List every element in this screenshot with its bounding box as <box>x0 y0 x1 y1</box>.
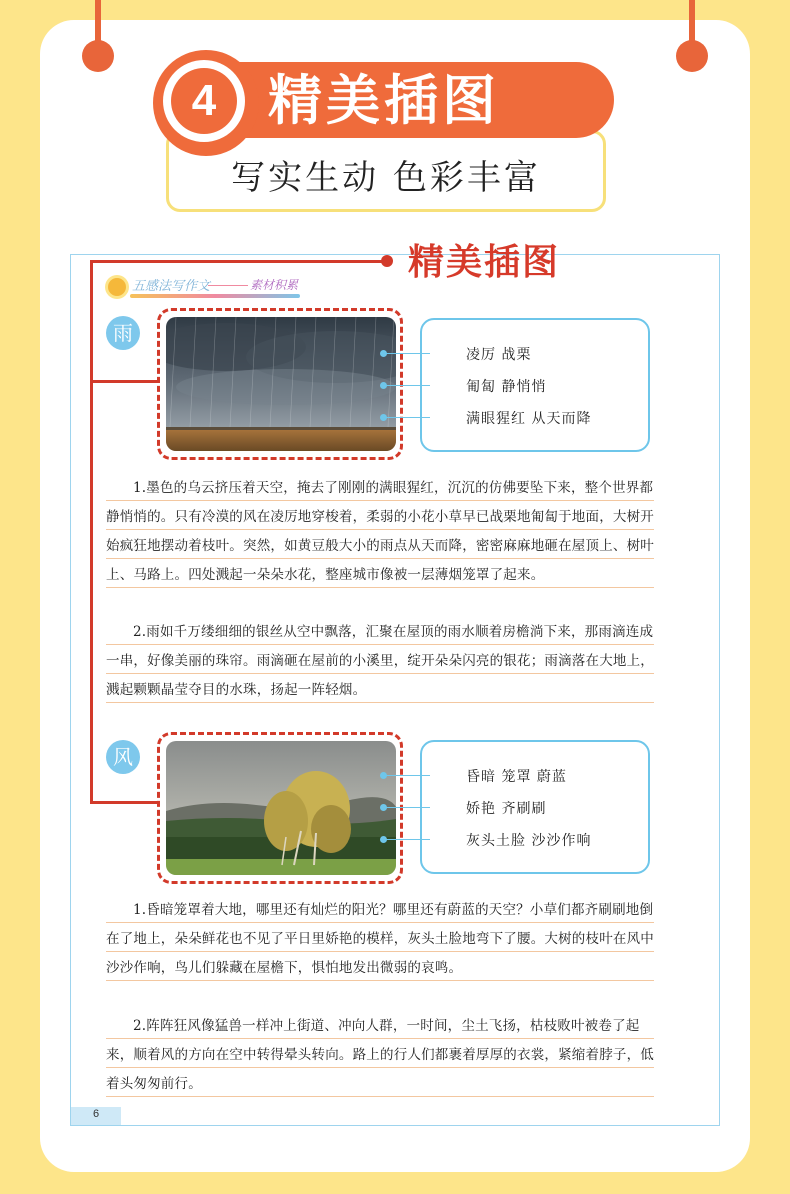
wind-word-connector-1 <box>384 775 430 776</box>
page-header-right: 素材积累 <box>250 278 299 292</box>
rain-storm-photo-art <box>166 317 396 451</box>
callout-label: 精美插图 <box>408 242 561 283</box>
page-header-left: 五感法写作文 <box>132 279 211 294</box>
wind-word-1: 昏暗 笼罩 蔚蓝 <box>466 769 567 785</box>
rain-word-connector-2 <box>384 385 430 386</box>
rain-word-dot-3 <box>380 414 387 421</box>
rain-word-connector-3 <box>384 417 430 418</box>
wind-paragraph-1: 1.昏暗笼罩着大地，哪里还有灿烂的阳光？哪里还有蔚蓝的天空？小草们都齐刷刷地倒在了地上，朵朵鲜花也不见了平日里娇艳的模样，灰头土脸地弯下了腰。大树的枝叶在风中沙沙作响，鸟儿们躲藏在屋檐下，惧怕地发出微弱的哀鸣。 <box>106 896 654 983</box>
wind-word-2: 娇艳 齐刷刷 <box>466 801 547 817</box>
callout-line-vertical <box>90 260 93 803</box>
right-hook-dot <box>676 40 708 72</box>
wind-trees-photo-art <box>166 741 396 875</box>
wind-paragraph-2: 2.阵阵狂风像猛兽一样冲上街道、冲向人群，一时间，尘土飞扬，枯枝败叶被卷了起来，顺着风的方向在空中转得晕头转向。路上的行人们都裹着厚厚的衣裳，紧缩着脖子，低着头匆匆前行。 <box>106 1012 654 1099</box>
rain-word-dot-1 <box>380 350 387 357</box>
page-header-swoosh <box>130 294 300 298</box>
wind-word-dot-2 <box>380 804 387 811</box>
wind-word-dot-1 <box>380 772 387 779</box>
wind-word-dot-3 <box>380 836 387 843</box>
page-header-divider <box>208 285 248 286</box>
left-hook-dot <box>82 40 114 72</box>
subtitle: 写实生动 色彩丰富 <box>231 158 541 198</box>
rain-paragraph-2: 2.雨如千万缕细细的银丝从空中飘落，汇聚在屋顶的雨水顺着房檐淌下来，那雨滴连成一串，好像美丽的珠帘。雨滴砸在屋前的小溪里，绽开朵朵闪亮的银花；雨滴落在大地上，溅起颗颗晶莹夺目的水珠，扬起一阵轻烟。 <box>106 618 654 705</box>
callout-dot <box>381 255 393 267</box>
number-badge-value: 4 <box>171 68 237 134</box>
rain-word-1: 凌厉 战栗 <box>466 347 532 363</box>
callout-line-branch-2 <box>90 801 160 804</box>
wind-trees-photo <box>166 741 396 875</box>
wind-word-3: 灰头土脸 沙沙作响 <box>466 833 592 849</box>
wind-word-connector-2 <box>384 807 430 808</box>
rain-word-2: 匍匐 静悄悄 <box>466 379 547 395</box>
rain-word-3: 满眼猩红 从天而降 <box>466 411 592 427</box>
rain-word-dot-2 <box>380 382 387 389</box>
sun-icon <box>108 278 126 296</box>
section-rain-marker: 雨 <box>106 316 140 350</box>
rain-word-connector-1 <box>384 353 430 354</box>
callout-line-top <box>90 260 386 263</box>
wind-word-connector-3 <box>384 839 430 840</box>
page-number: 6 <box>92 1108 100 1120</box>
section-wind-marker: 风 <box>106 740 140 774</box>
rain-paragraph-1: 1.墨色的乌云挤压着天空，掩去了刚刚的满眼猩红，沉沉的仿佛要坠下来，整个世界都静悄悄的。只有冷漠的风在凌厉地穿梭着，柔弱的小花小草早已战栗地匍匐于地面，大树开始疯狂地摆动着枝叶。突然，如黄豆般大小的雨点从天而降，密密麻麻地砸在屋顶上、树叶上、马路上。四处溅起一朵朵水花，整座城市像被一层薄烟笼罩了起来。 <box>106 474 654 590</box>
banner-title: 精美插图 <box>268 69 500 132</box>
rain-storm-photo <box>166 317 396 451</box>
callout-line-branch-1 <box>90 380 160 383</box>
